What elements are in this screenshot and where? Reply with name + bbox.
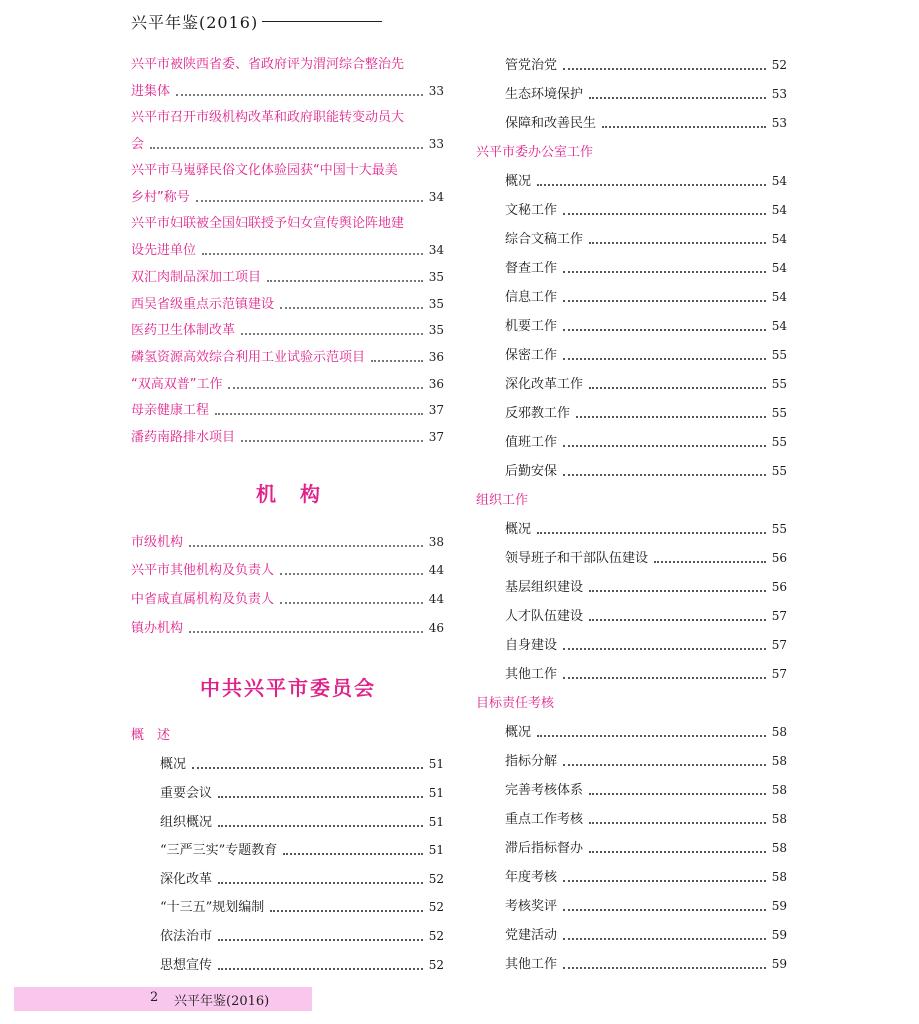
toc-entry-title: 完善考核体系 <box>505 783 584 798</box>
leader-dots <box>280 307 423 309</box>
toc-entry-page: 38 <box>428 535 444 549</box>
leader-dots <box>563 474 766 476</box>
toc-entry-page: 59 <box>771 957 787 971</box>
leader-dots <box>563 445 766 447</box>
leader-dots <box>202 253 423 255</box>
toc-entry-page: 37 <box>428 403 444 417</box>
leader-dots <box>589 387 766 389</box>
leader-dots <box>563 909 766 911</box>
toc-entry-page: 55 <box>771 435 787 449</box>
toc-entry-page: 35 <box>428 297 444 311</box>
toc-entry-page: 56 <box>771 580 787 594</box>
leader-dots <box>218 825 423 827</box>
leader-dots <box>589 242 766 244</box>
toc-entry-title: 组织概况 <box>160 815 213 830</box>
section-title-committee: 中共兴平市委员会 <box>200 676 376 700</box>
toc-entry-title: 医药卫生体制改革 <box>131 323 236 338</box>
toc-entry[interactable] <box>160 842 444 859</box>
toc-entry-title: 会 <box>131 137 145 152</box>
toc-entry[interactable] <box>505 115 787 132</box>
leader-dots <box>654 561 766 563</box>
toc-entry-page: 52 <box>428 958 444 972</box>
leader-dots <box>563 300 766 302</box>
toc-entry[interactable] <box>505 231 787 248</box>
toc-entry-page: 35 <box>428 323 444 337</box>
toc-entry[interactable] <box>505 579 787 596</box>
toc-entry-title: 其他工作 <box>505 957 558 972</box>
toc-entry-page: 51 <box>428 757 444 771</box>
toc-entry[interactable] <box>131 83 444 100</box>
leader-dots <box>270 910 422 912</box>
toc-entry[interactable] <box>505 550 787 567</box>
leader-dots <box>196 200 423 202</box>
toc-entry-title: 领导班子和干部队伍建设 <box>505 551 649 566</box>
leader-dots <box>218 796 423 798</box>
toc-entry-title: 指标分解 <box>505 754 558 769</box>
toc-entry-page: 55 <box>771 522 787 536</box>
toc-entry[interactable] <box>160 928 444 945</box>
toc-entry-title: 后勤安保 <box>505 464 558 479</box>
toc-entry[interactable] <box>131 591 444 608</box>
leader-dots <box>563 967 766 969</box>
toc-entry-line[interactable]: 兴平市马嵬驿民俗文化体验园获“中国十大最美 <box>131 163 398 178</box>
toc-entry-page: 46 <box>428 621 444 635</box>
toc-entry[interactable] <box>505 753 787 770</box>
toc-entry-page: 59 <box>771 928 787 942</box>
category-heading[interactable]: 组织工作 <box>476 493 529 508</box>
toc-entry-title: 镇办机构 <box>131 621 184 636</box>
toc-entry-title: 深化改革 <box>160 872 213 887</box>
toc-entry-title: “双高双普”工作 <box>131 377 223 392</box>
footer-band <box>14 987 312 1011</box>
leader-dots <box>150 147 423 149</box>
toc-entry-title: 设先进单位 <box>131 243 197 258</box>
toc-entry[interactable] <box>131 620 444 637</box>
toc-entry[interactable] <box>505 521 787 538</box>
running-head <box>131 10 382 33</box>
toc-entry-page: 54 <box>771 261 787 275</box>
toc-entry-title: 督查工作 <box>505 261 558 276</box>
toc-entry-title: 深化改革工作 <box>505 377 584 392</box>
toc-entry[interactable] <box>505 724 787 741</box>
leader-dots <box>563 213 766 215</box>
running-title: 兴平年鉴(2016) <box>131 13 259 32</box>
toc-entry-page: 36 <box>428 377 444 391</box>
toc-entry[interactable] <box>131 534 444 551</box>
toc-entry-page: 55 <box>771 348 787 362</box>
toc-entry-page: 55 <box>771 464 787 478</box>
toc-entry[interactable] <box>505 869 787 886</box>
toc-entry-page: 59 <box>771 899 787 913</box>
category-heading[interactable]: 兴平市委办公室工作 <box>476 145 594 160</box>
toc-entry[interactable] <box>505 347 787 364</box>
toc-entry-page: 54 <box>771 319 787 333</box>
section-title-jigou: 机 构 <box>256 482 322 506</box>
leader-dots <box>215 413 423 415</box>
toc-entry[interactable] <box>131 296 444 313</box>
toc-entry[interactable] <box>505 666 787 683</box>
toc-entry[interactable] <box>131 269 444 286</box>
toc-entry[interactable] <box>505 463 787 480</box>
header-rule <box>262 21 382 22</box>
toc-entry[interactable] <box>505 956 787 973</box>
footer-page-number: 2 <box>150 990 159 1005</box>
toc-entry-page: 55 <box>771 377 787 391</box>
toc-entry-page: 44 <box>428 563 444 577</box>
toc-entry[interactable] <box>505 927 787 944</box>
leader-dots <box>576 416 766 418</box>
toc-entry-page: 33 <box>428 84 444 98</box>
toc-entry-title: 磷氢资源高效综合利用工业试验示范项目 <box>131 350 366 365</box>
toc-entry-page: 57 <box>771 609 787 623</box>
toc-entry[interactable] <box>505 898 787 915</box>
toc-entry-page: 34 <box>428 190 444 204</box>
toc-entry[interactable] <box>160 756 444 773</box>
leader-dots <box>537 532 766 534</box>
toc-entry-title: 反邪教工作 <box>505 406 571 421</box>
toc-entry-title: 滞后指标督办 <box>505 841 584 856</box>
leader-dots <box>241 440 423 442</box>
toc-entry-page: 33 <box>428 137 444 151</box>
toc-entry[interactable] <box>131 322 444 339</box>
leader-dots <box>280 573 423 575</box>
toc-entry[interactable] <box>131 189 444 206</box>
toc-entry[interactable] <box>505 202 787 219</box>
toc-entry-page: 51 <box>428 786 444 800</box>
toc-entry[interactable] <box>131 562 444 579</box>
toc-entry-title: 自身建设 <box>505 638 558 653</box>
toc-entry[interactable] <box>160 814 444 831</box>
leader-dots <box>218 968 423 970</box>
leader-dots <box>228 387 422 389</box>
leader-dots <box>563 68 766 70</box>
toc-entry[interactable] <box>505 405 787 422</box>
toc-entry-title: 进集体 <box>131 84 171 99</box>
toc-entry-title: 兴平市其他机构及负责人 <box>131 563 275 578</box>
category-heading[interactable]: 目标责任考核 <box>476 696 555 711</box>
toc-entry-page: 52 <box>428 872 444 886</box>
toc-entry-title: 保障和改善民生 <box>505 116 597 131</box>
toc-entry-title: 西吴省级重点示范镇建设 <box>131 297 275 312</box>
leader-dots <box>189 545 423 547</box>
toc-entry-title: 概况 <box>505 725 532 740</box>
leader-dots <box>218 939 423 941</box>
toc-entry-title: 其他工作 <box>505 667 558 682</box>
toc-entry-page: 58 <box>771 870 787 884</box>
toc-entry-title: 思想宣传 <box>160 958 213 973</box>
toc-entry[interactable] <box>505 289 787 306</box>
toc-entry[interactable] <box>505 376 787 393</box>
toc-entry-page: 51 <box>428 843 444 857</box>
toc-entry-title: 依法治市 <box>160 929 213 944</box>
toc-entry[interactable] <box>131 376 444 393</box>
toc-entry-page: 52 <box>771 58 787 72</box>
toc-entry-page: 36 <box>428 350 444 364</box>
leader-dots <box>563 648 766 650</box>
leader-dots <box>589 822 766 824</box>
toc-entry-title: 值班工作 <box>505 435 558 450</box>
toc-entry-page: 58 <box>771 783 787 797</box>
leader-dots <box>537 184 766 186</box>
toc-entry[interactable] <box>505 840 787 857</box>
toc-entry-page: 54 <box>771 232 787 246</box>
toc-entry-page: 53 <box>771 87 787 101</box>
toc-entry-title: 信息工作 <box>505 290 558 305</box>
toc-entry-title: 重点工作考核 <box>505 812 584 827</box>
toc-entry-title: 年度考核 <box>505 870 558 885</box>
leader-dots <box>563 764 766 766</box>
toc-entry-title: 概况 <box>505 174 532 189</box>
leader-dots <box>589 793 766 795</box>
toc-entry[interactable] <box>505 260 787 277</box>
toc-entry-title: 党建活动 <box>505 928 558 943</box>
leader-dots <box>589 851 766 853</box>
toc-entry-page: 54 <box>771 203 787 217</box>
toc-entry[interactable] <box>131 402 444 419</box>
toc-entry-line[interactable]: 兴平市召开市级机构改革和政府职能转变动员大 <box>131 110 405 125</box>
toc-entry-title: 综合文稿工作 <box>505 232 584 247</box>
toc-entry-page: 58 <box>771 725 787 739</box>
toc-entry[interactable] <box>131 429 444 446</box>
toc-entry[interactable] <box>505 811 787 828</box>
toc-entry-title: 人才队伍建设 <box>505 609 584 624</box>
toc-entry-title: 市级机构 <box>131 535 184 550</box>
toc-entry[interactable] <box>505 434 787 451</box>
toc-entry[interactable] <box>505 608 787 625</box>
toc-entry-page: 52 <box>428 929 444 943</box>
toc-entry-page: 35 <box>428 270 444 284</box>
toc-entry[interactable] <box>131 136 444 153</box>
leader-dots <box>602 126 766 128</box>
toc-entry[interactable] <box>505 318 787 335</box>
toc-entry-title: 乡村”称号 <box>131 190 190 205</box>
toc-entry-title: 概况 <box>160 757 187 772</box>
leader-dots <box>563 938 766 940</box>
toc-entry-page: 52 <box>428 900 444 914</box>
footer-book-title: 兴平年鉴(2016) <box>174 994 270 1009</box>
toc-entry-title: 生态环境保护 <box>505 87 584 102</box>
leader-dots <box>589 619 766 621</box>
toc-entry-page: 56 <box>771 551 787 565</box>
toc-entry[interactable] <box>505 637 787 654</box>
toc-entry-line[interactable]: 兴平市妇联被全国妇联授予妇女宣传舆论阵地建 <box>131 216 405 231</box>
toc-entry[interactable] <box>160 899 444 916</box>
toc-entry[interactable] <box>505 57 787 74</box>
leader-dots <box>563 880 766 882</box>
leader-dots <box>563 358 766 360</box>
toc-entry-title: 重要会议 <box>160 786 213 801</box>
leader-dots <box>563 271 766 273</box>
toc-entry-title: 概况 <box>505 522 532 537</box>
toc-entry-title: 考核奖评 <box>505 899 558 914</box>
toc-entry-page: 44 <box>428 592 444 606</box>
leader-dots <box>176 94 423 96</box>
toc-entry-page: 55 <box>771 406 787 420</box>
toc-entry[interactable] <box>131 349 444 366</box>
toc-entry-page: 53 <box>771 116 787 130</box>
toc-entry[interactable] <box>160 871 444 888</box>
toc-entry[interactable] <box>160 957 444 974</box>
toc-entry-title: 基层组织建设 <box>505 580 584 595</box>
leader-dots <box>192 767 423 769</box>
toc-entry-page: 57 <box>771 667 787 681</box>
leader-dots <box>563 677 766 679</box>
toc-entry[interactable] <box>160 785 444 802</box>
toc-entry-title: 文秘工作 <box>505 203 558 218</box>
leader-dots <box>241 333 423 335</box>
leader-dots <box>280 602 423 604</box>
toc-entry-title: “三严三实”专题教育 <box>160 843 278 858</box>
toc-entry[interactable] <box>505 86 787 103</box>
toc-entry[interactable] <box>505 782 787 799</box>
leader-dots <box>218 882 423 884</box>
toc-entry-page: 37 <box>428 430 444 444</box>
leader-dots <box>563 329 766 331</box>
leader-dots <box>189 631 423 633</box>
leader-dots <box>267 280 423 282</box>
leader-dots <box>371 360 423 362</box>
toc-entry-page: 58 <box>771 841 787 855</box>
toc-entry-title: 母亲健康工程 <box>131 403 210 418</box>
leader-dots <box>589 97 766 99</box>
toc-entry-title: 管党治党 <box>505 58 558 73</box>
toc-entry-title: 双汇肉制品深加工项目 <box>131 270 262 285</box>
toc-entry-title: 潘药南路排水项目 <box>131 430 236 445</box>
toc-entry-page: 54 <box>771 174 787 188</box>
toc-entry-title: 保密工作 <box>505 348 558 363</box>
toc-entry-page: 54 <box>771 290 787 304</box>
toc-entry[interactable] <box>505 173 787 190</box>
leader-dots <box>537 735 766 737</box>
category-heading[interactable]: 概 述 <box>131 728 171 743</box>
leader-dots <box>283 853 422 855</box>
leader-dots <box>589 590 766 592</box>
toc-entry-page: 51 <box>428 815 444 829</box>
toc-entry[interactable] <box>131 242 444 259</box>
toc-entry-line[interactable]: 兴平市被陕西省委、省政府评为渭河综合整治先 <box>131 57 405 72</box>
toc-entry-title: “十三五”规划编制 <box>160 900 265 915</box>
toc-entry-page: 58 <box>771 812 787 826</box>
toc-entry-page: 58 <box>771 754 787 768</box>
toc-entry-title: 中省咸直属机构及负责人 <box>131 592 275 607</box>
toc-entry-page: 34 <box>428 243 444 257</box>
toc-entry-page: 57 <box>771 638 787 652</box>
toc-entry-title: 机要工作 <box>505 319 558 334</box>
